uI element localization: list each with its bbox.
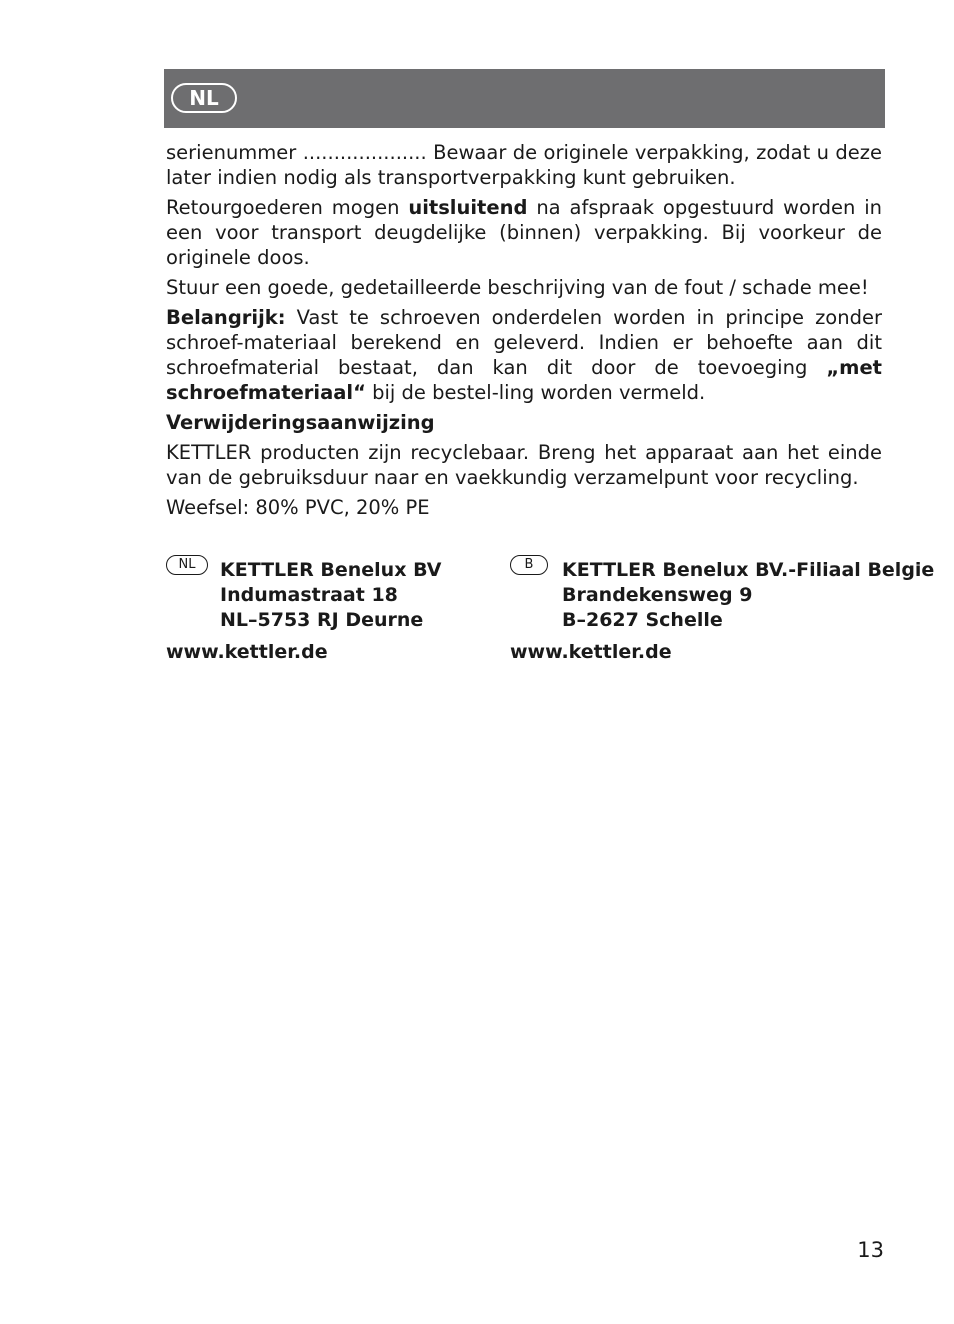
postal-city: NL–5753 RJ Deurne [220, 609, 424, 631]
paragraph-description: Stuur een goede, gedetailleerde beschrijving van de fout / schade mee! [166, 276, 869, 299]
addresses [166, 555, 935, 675]
street: Brandekensweg 9 [562, 584, 753, 606]
returns-text-end: na afspraak opgestuurd worden in een voor transport deugdelijke (binnen) verpakking. Bij voorkeur de originele doos. [166, 196, 882, 269]
paragraph-returns [166, 195, 882, 270]
address-lines-b [562, 558, 934, 633]
website-link[interactable]: www.kettler.de [510, 641, 672, 663]
returns-emphasis: uitsluitend [408, 196, 528, 219]
language-badge: NL [171, 83, 237, 113]
header-bar [164, 69, 885, 128]
street: Indumastraat 18 [220, 584, 398, 606]
company-name: KETTLER Benelux BV.-Filiaal Belgie [562, 559, 935, 581]
paragraph-disposal: KETTLER producten zijn recyclebaar. Breng het apparaat aan het einde van de gebruiksduur naar en vaekkundig verzamelpunt voor recycling. [166, 441, 882, 489]
returns-text-start: Retourgoederen mogen [166, 196, 409, 219]
disposal-heading: Verwijderingsaanwijzing [166, 411, 435, 434]
website-link[interactable]: www.kettler.de [166, 641, 328, 663]
paragraph-important [166, 305, 882, 405]
country-badge-b: B [510, 555, 548, 575]
postal-city: B–2627 Schelle [562, 609, 723, 631]
country-badge-nl: NL [166, 555, 208, 575]
important-label: Belangrijk: [166, 306, 286, 329]
address-lines-nl [220, 558, 442, 633]
company-name: KETTLER Benelux BV [220, 559, 442, 581]
important-text: Vast te schroeven onderdelen worden in principe zonder schroef-materiaal berekend en geleverd. Indien er behoefte aan dit schroefmaterial bestaat, dan kan dit door de toevoeging [166, 306, 882, 379]
important-quote: „met schroefmateriaal“ [166, 356, 882, 404]
important-text-end: bij de bestel-ling worden vermeld. [365, 381, 706, 404]
body-text [166, 140, 882, 525]
paragraph-serial: serienummer .................... Bewaar de originele verpakking, zodat u deze later indien nodig als transportverpakking kunt gebruiken. [166, 141, 882, 189]
page-number: 13 [857, 1238, 884, 1262]
paragraph-material: Weefsel: 80% PVC, 20% PE [166, 496, 430, 519]
